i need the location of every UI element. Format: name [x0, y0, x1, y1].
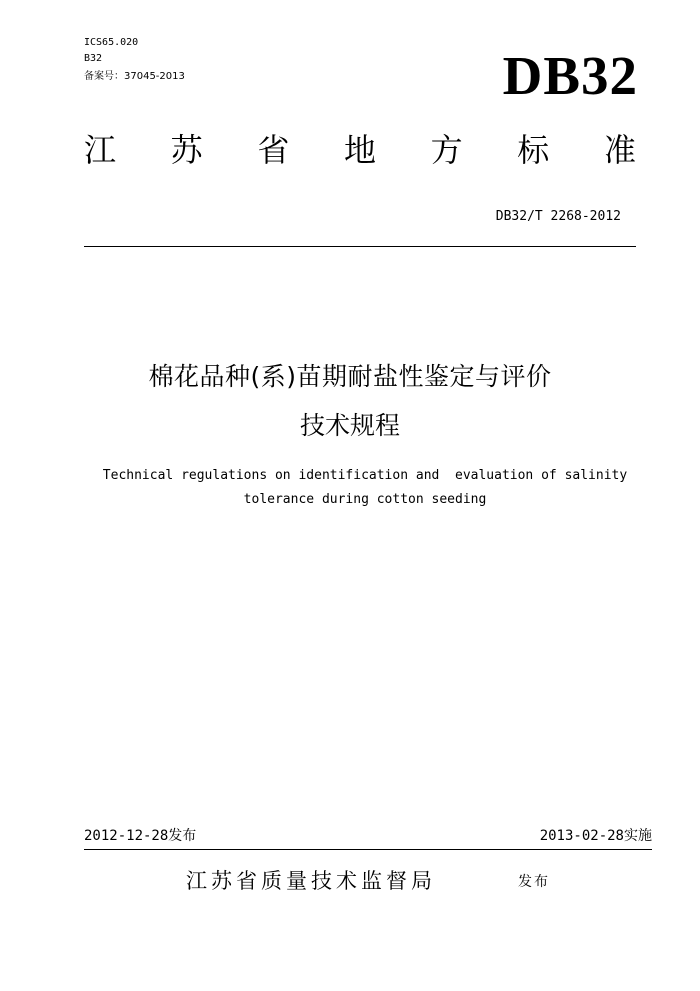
- standard-type-char: 方: [430, 131, 463, 169]
- implement-label: 实施: [624, 828, 652, 844]
- standard-number: DB32/T 2268-2012: [495, 209, 621, 224]
- implement-date-block: [540, 826, 652, 846]
- publisher-suffix: 发布: [518, 874, 550, 890]
- category-code: B32: [84, 53, 103, 64]
- document-title-zh-line1: 棉花品种(系)苗期耐盐性鉴定与评价: [148, 362, 552, 391]
- issue-label: 发布: [168, 828, 197, 844]
- issue-date: 2012-12-28: [84, 828, 169, 844]
- standard-type-char: 地: [343, 131, 376, 169]
- issue-date-block: [84, 826, 196, 846]
- document-title-zh-line2: 技术规程: [299, 411, 400, 440]
- document-title-en-line2: tolerance during cotton seeding: [243, 492, 487, 507]
- standard-type-char: 准: [603, 131, 636, 169]
- implement-date: 2013-02-28: [539, 828, 624, 844]
- ics-code: ICS65.020: [84, 37, 139, 48]
- standard-type-char: 省: [257, 131, 290, 169]
- footer-divider: [84, 849, 652, 850]
- record-number: 备案号：37045-2013: [84, 71, 185, 82]
- db32-logo: DB32: [502, 45, 638, 106]
- standard-type-char: 江: [84, 131, 117, 169]
- document-title-en-line1: Technical regulations on identification and evaluation of salinity: [102, 468, 628, 483]
- standard-type-char: 苏: [170, 131, 203, 169]
- standard-type-title: [84, 130, 636, 170]
- header-divider: [84, 246, 636, 247]
- publisher-name: 江苏省质量技术监督局: [186, 869, 436, 893]
- standard-type-char: 标: [517, 131, 550, 169]
